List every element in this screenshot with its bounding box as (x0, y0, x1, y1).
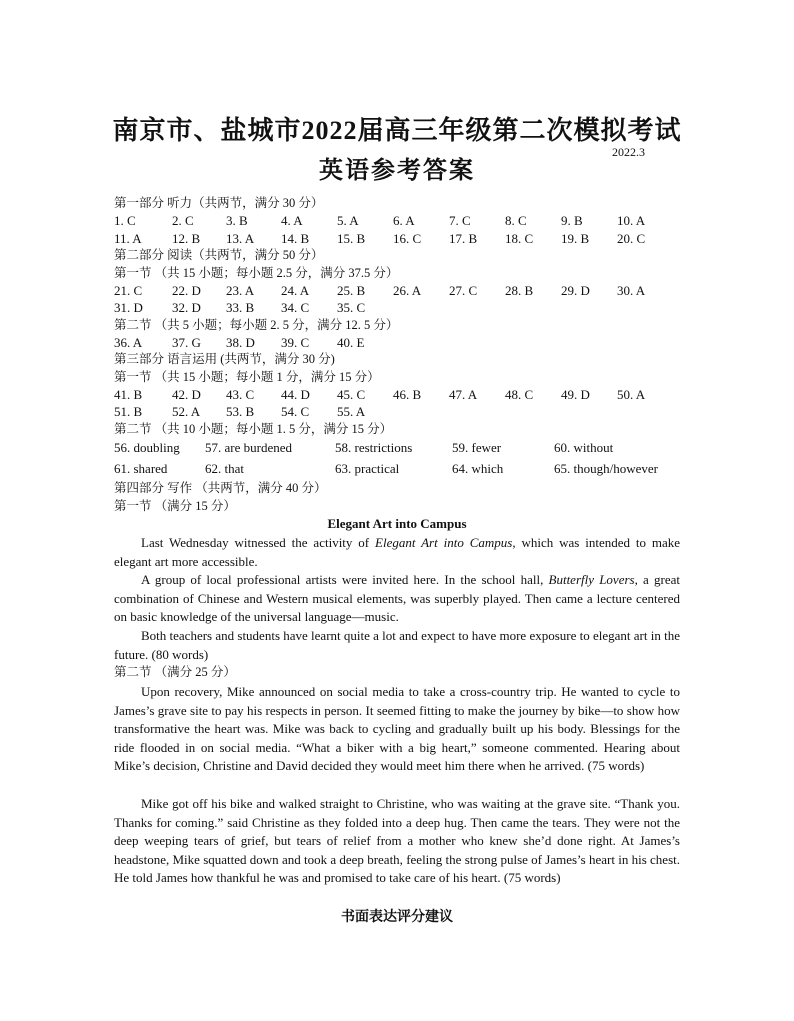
answer-item: 10. A (617, 213, 646, 228)
answer-item: 50. A (617, 387, 646, 402)
answer-item: 58. restrictions (335, 440, 413, 455)
answer-item: 61. shared (114, 461, 168, 476)
answer-item: 1. C (114, 213, 136, 228)
answer-item: 2. C (172, 213, 194, 228)
answer-item: 63. practical (335, 461, 400, 476)
essay-p1-italic: Elegant Art into Campus (375, 535, 513, 550)
answer-item: 6. A (393, 213, 415, 228)
answer-item: 31. D (114, 300, 143, 315)
answer-item: 56. doubling (114, 440, 180, 455)
essay-p2-italic: Butterfly Lovers (548, 572, 635, 587)
answer-item: 44. D (281, 387, 310, 402)
part4-heading: 第四部分 写作 （共两节，满分 40 分） (114, 481, 327, 495)
answer-item: 8. C (505, 213, 527, 228)
answer-item: 25. B (337, 283, 366, 298)
essay-p1-text-end: , which was intended to make elegant art more accessible. (114, 535, 681, 569)
answer-item: 37. G (172, 335, 201, 350)
exam-date: 2022.3 (612, 145, 645, 159)
answer-item: 33. B (226, 300, 255, 315)
exam-title: 南京市、盐城市2022届高三年级第二次模拟考试 (112, 116, 682, 145)
answer-item: 64. which (452, 461, 504, 476)
answer-item: 7. C (449, 213, 471, 228)
answer-item: 43. C (226, 387, 255, 402)
answer-item: 53. B (226, 404, 255, 419)
answer-item: 51. B (114, 404, 143, 419)
answer-item: 35. C (337, 300, 366, 315)
essay-title: Elegant Art into Campus (327, 516, 467, 531)
answer-item: 36. A (114, 335, 143, 350)
story-paragraph-2: Mike got off his bike and walked straight to Christine, who was waiting at the grave site. “Thank you. Thanks for coming.” said Christine as they folded into a deep hug. Then came the tears. They were not the deep weeping tears of grief, but tears of relief from a mother who knew she’d done right. At James’s headstone, Mike squatted down and took a deep breath, feeling the strong pulse of James’s heart in his chest. He told James how thankful he was and promised to take care of his heart. (75 words) (114, 796, 680, 886)
scoring-guide-title: 书面表达评分建议 (341, 910, 453, 925)
answer-item: 49. D (561, 387, 590, 402)
answer-item: 16. C (393, 231, 422, 246)
essay-p2-text: A group of local professional artists were invited here. In the school hall, (141, 572, 549, 587)
answer-item: 3. B (226, 213, 248, 228)
answer-item: 54. C (281, 404, 310, 419)
answer-item: 23. A (226, 283, 255, 298)
answer-item: 26. A (393, 283, 422, 298)
answer-item: 57. are burdened (205, 440, 292, 455)
answer-item: 48. C (505, 387, 534, 402)
answer-item: 22. D (172, 283, 201, 298)
answer-item: 29. D (561, 283, 590, 298)
answer-item: 65. though/however (554, 461, 658, 476)
answer-item: 4. A (281, 213, 303, 228)
answer-item: 20. C (617, 231, 646, 246)
answer-item: 39. C (281, 335, 310, 350)
essay-p2-text-end: , a great combination of Chinese and Western musical elements, was superbly played. Then came a lecture centered on basic knowledge of the universal language—music. (114, 572, 680, 625)
essay-paragraph-3: Both teachers and students have learnt quite a lot and expect to have more exposure to elegant art in the future. (80 words) (114, 628, 680, 662)
answer-item: 21. C (114, 283, 143, 298)
answer-item: 5. A (337, 213, 359, 228)
answer-item: 9. B (561, 213, 583, 228)
answer-item: 41. B (114, 387, 143, 402)
answer-item: 34. C (281, 300, 310, 315)
essay-p1-text: Last Wednesday witnessed the activity of (141, 535, 376, 550)
answer-item: 38. D (226, 335, 255, 350)
part3-sec1-heading: 第一节 （共 15 小题；每小题 1 分，满分 15 分） (114, 370, 380, 384)
answer-item: 59. fewer (452, 440, 502, 455)
part4-sec2-heading: 第二节 （满分 25 分） (114, 665, 236, 679)
story-paragraph-1: Upon recovery, Mike announced on social media to take a cross-country trip. He wanted to cycle to James’s grave site to pay his respects in person. It seemed fitting to make the journey by bike—to show how transformative the heart was. Mike was back to cycling and gradually built up his body. Blessings for the ride flooded in on social media. “What a biker with a big heart,” someone commented. Hearing about Mike’s decision, Christine and David decided they would meet him there when he arrived. (75 words) (114, 684, 680, 774)
answer-item: 11. A (114, 231, 142, 246)
essay-paragraph-1 (114, 534, 680, 571)
answer-item: 12. B (172, 231, 201, 246)
answer-item: 14. B (281, 231, 310, 246)
part2-sec1-heading: 第一节 （共 15 小题；每小题 2.5 分，满分 37.5 分） (114, 266, 399, 280)
answer-item: 62. that (205, 461, 244, 476)
answer-item: 52. A (172, 404, 201, 419)
answer-item: 45. C (337, 387, 366, 402)
answer-item: 46. B (393, 387, 422, 402)
answer-item: 42. D (172, 387, 201, 402)
part3-heading: 第三部分 语言运用 (共两节，满分 30 分) (114, 352, 335, 366)
answer-item: 17. B (449, 231, 478, 246)
answer-item: 19. B (561, 231, 590, 246)
essay-paragraph-2 (114, 571, 680, 627)
part2-sec2-heading: 第二节 （共 5 小题；每小题 2. 5 分，满分 12. 5 分） (114, 318, 399, 332)
answer-item: 13. A (226, 231, 255, 246)
answer-item: 60. without (554, 440, 614, 455)
answer-item: 40. E (337, 335, 365, 350)
part1-heading: 第一部分 听力（共两节，满分 30 分） (114, 196, 324, 210)
answer-item: 27. C (449, 283, 478, 298)
answer-item: 30. A (617, 283, 646, 298)
answer-item: 18. C (505, 231, 534, 246)
part4-sec1-heading: 第一节 （满分 15 分） (114, 499, 236, 513)
answer-item: 55. A (337, 404, 366, 419)
answer-item: 32. D (172, 300, 201, 315)
answer-item: 47. A (449, 387, 478, 402)
answer-key-subtitle: 英语参考答案 (319, 158, 475, 184)
answer-item: 15. B (337, 231, 366, 246)
answer-item: 28. B (505, 283, 534, 298)
part2-heading: 第二部分 阅读（共两节，满分 50 分） (114, 248, 324, 262)
answer-item: 24. A (281, 283, 310, 298)
part3-sec2-heading: 第二节 （共 10 小题；每小题 1. 5 分，满分 15 分） (114, 422, 393, 436)
